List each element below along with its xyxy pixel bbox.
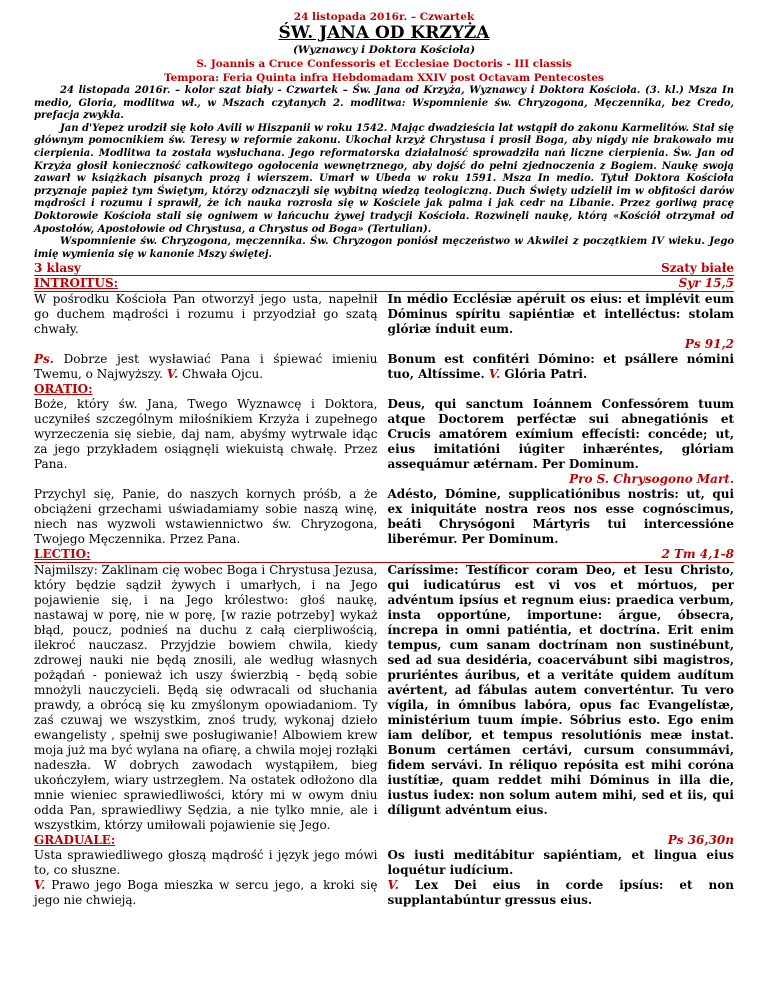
graduale-pl-verse-text: Prawo jego Boga mieszka w sercu jego, a kroki się jego nie chwieją. [34,878,378,908]
introitus-label: INTROITUS: [34,276,119,291]
intro-text [34,85,734,261]
introitus-section [34,292,734,337]
ps-mark: Ps. [34,352,54,367]
introitus-pl: W pośrodku Kościoła Pan otworzył jego usta, napełnił go duchem mądrości i rozumu i przyodział go szatą chwały. [34,292,378,337]
v-mark: V. [488,367,501,382]
commemoration-ref: Pro S. Chrysogono Mart. [569,472,734,487]
oratio-section [34,397,734,472]
lectio-pl: Najmilszy: Zaklinam cię wobec Boga i Chrystusa Jezusa, który będzie sądził żywych i umarłych, i na Jego pojawienie się, i na Jego królestwo: głoś naukę, nastawaj w porę, nie w porę, [w razie potrzeby] wykaż błąd, poucz, podnieś na duchu z całą cierpliwością, ilekroć nauczasz. Przyjdzie bowiem chwila, kiedy zdrowej nauki nie będą znosili, ale według własnych pożądań - ponieważ ich uszy świerzbią - będą sobie mnożyli nauczycieli. Będą się odwracali od słuchania prawdy, a obrócą się ku zmyślonym opowiadaniom. Ty zaś czuwaj we wszystkim, znoś trudy, wykonaj dzieło ewangelisty , spełnij swe posługiwanie! Albowiem krew moja już ma być wylana na ofiarę, a chwila mojej rozłąki nadeszła. W dobrych zawodach wystąpiłem, bieg ukończyłem, wiary ustrzegłem. Na ostatek odłożono dla mnie wieniec sprawiedliwości, który mi w owym dniu odda Pan, sprawiedliwy Sędzia, a nie tylko mnie, ale i wszystkim, którzy umiłowali pojawienie się Jego. [34,563,378,833]
graduale-pl-text: Usta sprawiedliwego głoszą mądrość i język jego mówi to, co słuszne. [34,848,378,878]
graduale-header [34,833,734,848]
commemoration-pl: Przychyl się, Panie, do naszych kornych próśb, a że obciążeni grzechami uświadamiamy sobie naszą winę, niech nas wyzwoli wstawiennictwo św. Chryzogona, Twojego Męczennika. Przez Pana. [34,487,378,547]
psalm-ref: Ps 91,2 [684,337,734,352]
psalm-section [34,352,734,382]
graduale-la-verse [388,878,735,908]
class-label: 3 klasy [34,261,81,276]
oratio-label: ORATIO: [34,382,93,397]
lectio-section [34,563,734,833]
graduale-section [34,848,734,908]
oratio-pl: Boże, który św. Jana, Twego Wyznawcę i Doktora, uczyniłeś szczególnym miłośnikiem Krzyża i zupełnego wyrzeczenia się siebie, daj nam, abyśmy wytrwale idąc za jego przykładem osiągnęli wiekuistą chwałę. Przez Pana. [34,397,378,472]
v-mark: V. [387,878,399,893]
lectio-label: LECTIO: [34,547,91,562]
latin-title: S. Joannis a Cruce Confessoris et Ecclesiae Doctoris - III classis [196,58,572,70]
lectio-la: Caríssime: Testíficor coram Deo, et Iesu Christo, qui iudicatúrus est vi vos et mórtuos, per advéntum ipsíus et regnum eius: praedica verbum, insta opportúne, importune: árgue, óbsecra, íncrepa in omni patiéntia, et doctrína. Erit enim tempus, cum sanam doctrínam non sustinébunt, sed ad sua desidéria, coacervábunt sibi magistros, pruriéntes áuribus, et a veritáte quidem audítum avértent, ad fábulas autem converténtur. Tu vero vígila, in ómnibus labóra, opus fac Evangelístæ, ministérium tuum ímpie. Sóbrius esto. Ego enim iam delíbor, et tempus resolutiónis meæ instat. Bonum certámen certávi, cursum consummávi, fidem servávi. In réliquo repósita est mihi coróna iustítiæ, quam reddet mihi Dóminus in illa die, iustus iudex: non solum autem mihi, sed et iis, qui díligunt advéntum eius. [387,563,734,818]
psalm-pl [34,352,378,382]
introitus-ref: Syr 15,5 [678,276,734,291]
oratio-la: Deus, qui sanctum Ioánnem Confessórem tuum atque Doctorem perféctæ sui abnegatiónis et Crucis amatórem exímium effecísti: concéde; ut, eius imitatióni iúgiter inhæréntes, glóriam assequámur ætérnam. Per Dominum. [387,397,734,472]
graduale-ref: Ps 36,30n [667,833,734,848]
graduale-la-text: Os iusti meditábitur sapiéntiam, et lingua eius loquétur iudícium. [387,848,734,878]
tempora-line: Tempora: Feria Quinta infra Hebdomadam XXIV post Octavam Pentecostes [164,72,604,84]
intro-paragraph: 24 listopada 2016r. – kolor szat biały - Czwartek – Św. Jana od Krzyża, Wyznawcy i Doktora Kościoła. (3. kl.) Msza In medio, Gloria, modlitwa wł., w Mszach czytanych 2. modlitwa: Wspomnienie św. Chryzogona, Męczennika, bez Credo, prefacja zwykła. [34,85,734,122]
psalm-la-text: Bonum est confitéri Dómino: et psállere nómini tuo, Altíssime. [387,352,734,382]
introitus-header [34,276,734,292]
graduale-pl [34,848,378,908]
commemoration-section [34,487,734,547]
graduale-la-verse-text: Lex Dei eius in corde ipsíus: et non supplantabúntur gressus eius. [387,878,734,908]
document-page [34,0,734,908]
vestment-color: Szaty białe [661,261,734,276]
subtitle: (Wyznawcy i Doktora Kościoła) [292,44,476,56]
psalm-pl-end: Chwała Ojcu. [178,367,264,382]
v-mark: V. [34,878,46,893]
lectio-header [34,547,734,563]
graduale-la [388,848,735,908]
page-title: ŚW. JANA OD KRZYŻA [278,23,490,43]
introitus-la: In médio Ecclésiæ apéruit os eius: et implévit eum Dóminus spíritu sapiéntiæ et intelléctus: stolam glóriæ índuit eum. [387,292,734,337]
lectio-ref: 2 Tm 4,1-8 [661,547,734,562]
intro-paragraph: Wspomnienie św. Chryzogona, męczennika. Św. Chryzogon poniósł męczeństwo w Akwilei z początkiem IV wieku. Jego imię wymienia się w kanonie Mszy świętej. [34,236,734,260]
intro-paragraph: Jan d'Yepez urodził się koło Avili w Hiszpanii w roku 1542. Mając dwadzieścia lat wstąpił do zakonu Karmelitów. Stał się głównym pomocnikiem św. Teresy w reformie zakonu. Ukochał krzyż Chrystusa i prosił Boga, aby nigdy nie brakowało mu cierpienia. Modlitwa ta została wysłuchana. Jego reformatorska działalność sprowadziła nań liczne cierpienia. Św. Jan od Krzyża głosił konieczność całkowitego ogołocenia wewnętrznego, aby dojść do pełni zjednoczenia z Bogiem. Naukę swoją zawarł w książkach pisanych prozą i wierszem. Umarł w Ubeda w roku 1591. Msza In medio. Tytuł Doktora Kościoła przyznaje papież tym Świętym, którzy odznaczyli się wybitną wiedzą teologiczną. Duch Święty udzielił im w obfitości darów mądrości i rozumu i sprawił, że ich nauka rozrosła się w Kościele jak palma i jak cedr na Libanie. Przez gorliwą pracę Doktorowie Kościoła stali się ogniwem w łańcuchu żywej tradycji Kościoła. Rozwinęli naukę, którą «Kościół otrzymał od Apostołów, Apostołowie od Chrystusa, a Chrystus od Boga» (Tertulian). [34,122,734,235]
date-line: 24 listopada 2016r. – Czwartek [293,11,475,23]
class-line [34,261,734,276]
commemoration-la: Adésto, Dómine, supplicatiónibus nostris: ut, qui ex iniquitáte nostra reos nos esse cognóscimus, beáti Chrysógoni Mártyris tui intercessióne liberémur. Per Dominum. [387,487,734,547]
graduale-label: GRADUALE: [34,833,116,848]
v-mark: V. [166,367,179,382]
graduale-pl-verse [34,878,378,908]
psalm-pl-text: Dobrze jest wysławiać Pana i śpiewać imieniu Twemu, o Najwyższy. [34,352,378,382]
psalm-la [388,352,735,382]
psalm-la-end: Glória Patri. [500,367,588,382]
